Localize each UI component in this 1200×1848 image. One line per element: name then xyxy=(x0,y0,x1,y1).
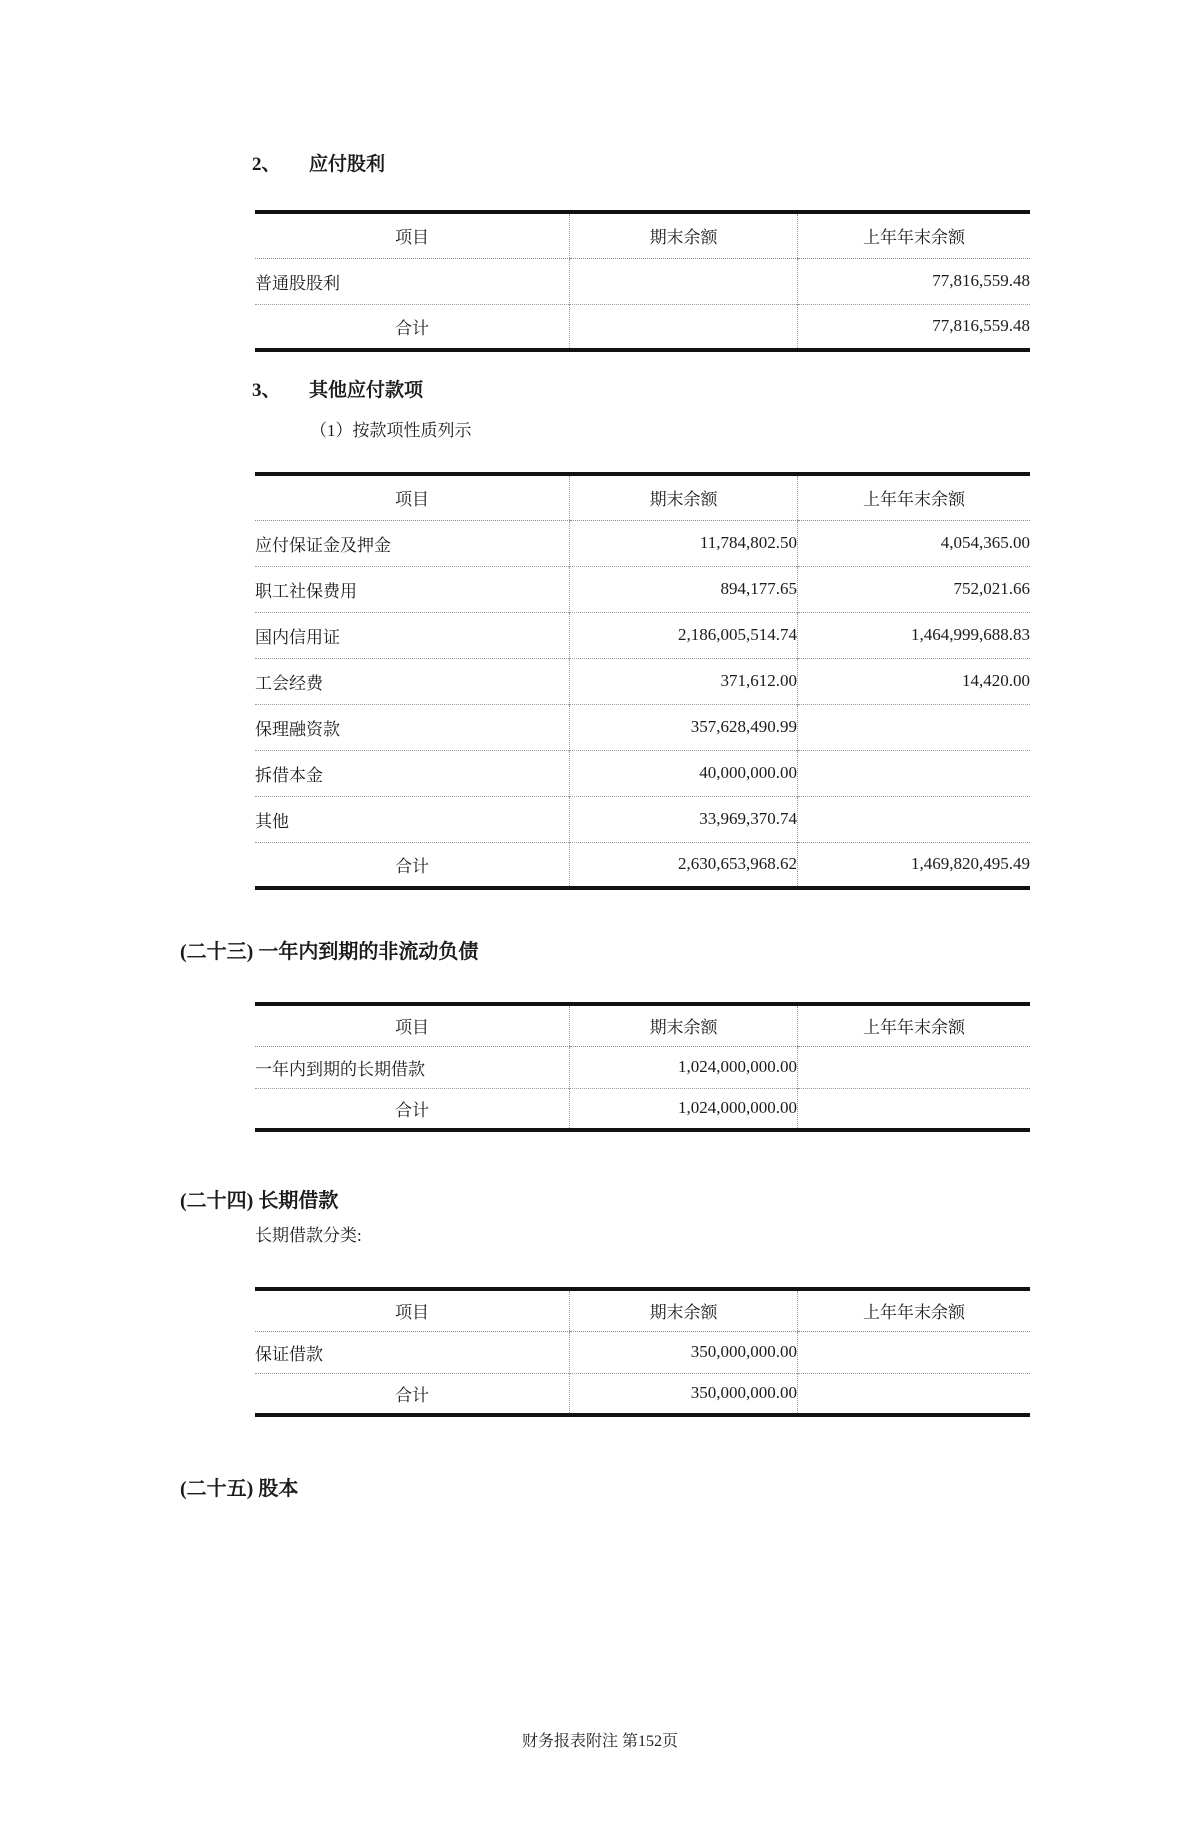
ending-balance-cell: 894,177.65 xyxy=(570,566,798,612)
table-total-row xyxy=(255,304,1030,350)
table-total-row xyxy=(255,1373,1030,1415)
table-row xyxy=(255,612,1030,658)
other-payables-table xyxy=(255,472,1030,890)
ending-balance-cell: 371,612.00 xyxy=(570,658,798,704)
item-cell: 国内信用证 xyxy=(255,612,570,658)
column-header-prior-balance: 上年年末余额 xyxy=(797,1289,1030,1331)
ending-balance-cell: 2,630,653,968.62 xyxy=(570,842,798,888)
item-cell: 其他 xyxy=(255,796,570,842)
table-header-row xyxy=(255,1289,1030,1331)
item-cell: 工会经费 xyxy=(255,658,570,704)
table-row xyxy=(255,658,1030,704)
section-2-number: 2、 xyxy=(252,154,281,175)
item-cell: 合计 xyxy=(255,842,570,888)
section-2-heading xyxy=(252,152,1200,178)
column-header-prior-balance: 上年年末余额 xyxy=(797,212,1030,258)
column-header-item: 项目 xyxy=(255,1004,570,1046)
section-23-heading: (二十三) 一年内到期的非流动负债 xyxy=(180,941,479,963)
prior-balance-cell xyxy=(797,1331,1030,1373)
prior-balance-cell xyxy=(797,1046,1030,1088)
table-total-row xyxy=(255,1088,1030,1130)
item-cell: 保证借款 xyxy=(255,1344,323,1364)
table-header-row xyxy=(255,474,1030,520)
table-row xyxy=(255,1331,1030,1373)
section-25-heading: (二十五) 股本 xyxy=(180,1478,299,1500)
ending-balance-cell: 357,628,490.99 xyxy=(570,704,798,750)
section-2-title: 应付股利 xyxy=(309,154,386,175)
table-row xyxy=(255,796,1030,842)
column-header-item: 项目 xyxy=(255,474,570,520)
column-header-ending-balance: 期末余额 xyxy=(570,1289,798,1331)
dividends-payable-table xyxy=(255,210,1030,352)
table-row xyxy=(255,520,1030,566)
column-header-ending-balance: 期末余额 xyxy=(570,212,798,258)
section-3-title: 其他应付款项 xyxy=(309,380,424,401)
item-cell: 合计 xyxy=(255,1088,570,1130)
ending-balance-cell: 33,969,370.74 xyxy=(570,796,798,842)
table-row xyxy=(255,1046,1030,1088)
ending-balance-cell: 350,000,000.00 xyxy=(570,1373,798,1415)
page-footer: 财务报表附注 第152页 xyxy=(521,1733,678,1750)
table-total-row xyxy=(255,842,1030,888)
column-header-prior-balance: 上年年末余额 xyxy=(797,1004,1030,1046)
column-header-item: 项目 xyxy=(255,1289,570,1331)
item-cell: 职工社保费用 xyxy=(255,566,570,612)
table-row xyxy=(255,258,1030,304)
subsection-1-label: （1）按款项性质列示 xyxy=(310,421,472,440)
prior-balance-cell: 77,816,559.48 xyxy=(797,258,1030,304)
prior-balance-cell xyxy=(797,750,1030,796)
table-header-row xyxy=(255,1004,1030,1046)
item-cell: 拆借本金 xyxy=(255,750,570,796)
prior-balance-cell: 77,816,559.48 xyxy=(797,304,1030,350)
item-cell: 合计 xyxy=(255,304,570,350)
ending-balance-cell: 1,024,000,000.00 xyxy=(570,1088,798,1130)
prior-balance-cell: 14,420.00 xyxy=(797,658,1030,704)
column-header-ending-balance: 期末余额 xyxy=(570,474,798,520)
longterm-loans-classification-label: 长期借款分类: xyxy=(255,1226,362,1245)
ending-balance-cell: 40,000,000.00 xyxy=(570,750,798,796)
section-3-number: 3、 xyxy=(252,380,281,401)
table-header-row xyxy=(255,212,1030,258)
longterm-loans-table xyxy=(255,1287,1030,1417)
prior-balance-cell: 4,054,365.00 xyxy=(797,520,1030,566)
item-cell: 普通股股利 xyxy=(255,273,340,293)
prior-balance-cell xyxy=(797,704,1030,750)
column-header-item: 项目 xyxy=(255,212,570,258)
table-row xyxy=(255,704,1030,750)
item-cell: 应付保证金及押金 xyxy=(255,535,391,555)
ending-balance-cell xyxy=(570,304,798,350)
table-row xyxy=(255,750,1030,796)
prior-balance-cell: 1,464,999,688.83 xyxy=(797,612,1030,658)
prior-balance-cell xyxy=(797,796,1030,842)
prior-balance-cell: 1,469,820,495.49 xyxy=(797,842,1030,888)
column-header-ending-balance: 期末余额 xyxy=(570,1004,798,1046)
table-row xyxy=(255,566,1030,612)
prior-balance-cell xyxy=(797,1373,1030,1415)
section-3-heading xyxy=(252,378,1200,404)
item-cell: 合计 xyxy=(255,1373,570,1415)
ending-balance-cell: 1,024,000,000.00 xyxy=(570,1046,798,1088)
ending-balance-cell: 350,000,000.00 xyxy=(570,1331,798,1373)
prior-balance-cell: 752,021.66 xyxy=(797,566,1030,612)
column-header-prior-balance: 上年年末余额 xyxy=(797,474,1030,520)
section-24-heading: (二十四) 长期借款 xyxy=(180,1190,339,1212)
current-noncurrent-liabilities-table xyxy=(255,1002,1030,1132)
ending-balance-cell: 11,784,802.50 xyxy=(570,520,798,566)
item-cell: 一年内到期的长期借款 xyxy=(255,1059,425,1079)
ending-balance-cell: 2,186,005,514.74 xyxy=(570,612,798,658)
item-cell: 保理融资款 xyxy=(255,704,570,750)
ending-balance-cell xyxy=(570,258,798,304)
prior-balance-cell xyxy=(797,1088,1030,1130)
